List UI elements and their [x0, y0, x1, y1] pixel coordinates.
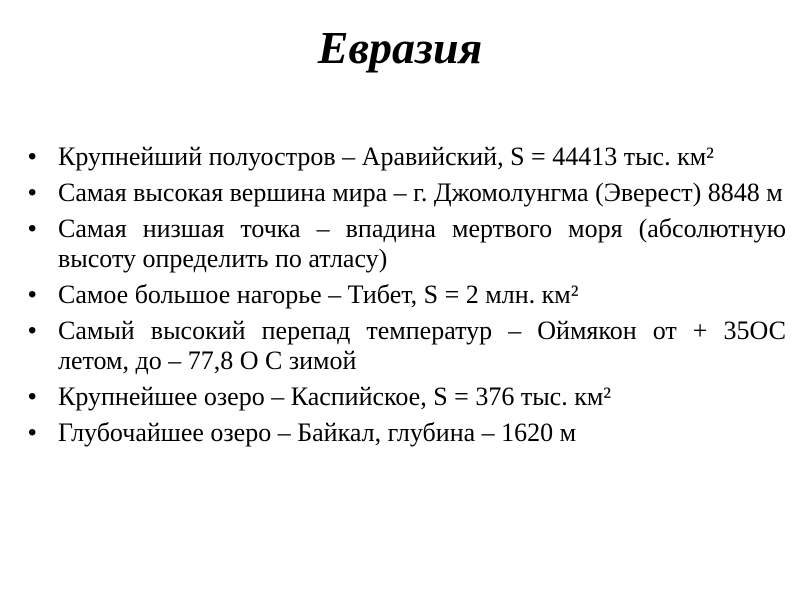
list-item — [28, 280, 786, 310]
bullet-icon: • — [28, 317, 37, 344]
bullet-icon: • — [28, 383, 37, 410]
list-item-text: Самый высокий перепад температур – Оймякон от + 35ОС летом, до – 77,8 О С зимой — [58, 316, 786, 375]
bullet-icon: • — [28, 215, 37, 242]
list-item — [28, 382, 786, 412]
list-item — [28, 316, 786, 376]
list-item-text: Самая высокая вершина мира – г. Джомолунгма (Эверест) 8848 м — [58, 178, 783, 207]
bullet-icon: • — [28, 419, 37, 446]
list-item-text: Глубочайшее озеро – Байкал, глубина – 1620 м — [58, 418, 577, 447]
bullet-list — [28, 142, 786, 454]
bullet-icon: • — [28, 179, 37, 206]
slide-title: Евразия — [317, 22, 483, 73]
list-item — [28, 214, 786, 274]
list-item-text: Крупнейшее озеро – Каспийское, S = 376 тыс. км² — [58, 382, 612, 411]
list-item — [28, 178, 786, 208]
list-item-text: Самое большое нагорье – Тибет, S = 2 млн. км² — [58, 280, 579, 309]
list-item-text: Крупнейший полуостров – Аравийский, S = 44413 тыс. км² — [58, 142, 714, 171]
list-item — [28, 142, 786, 172]
bullet-icon: • — [28, 281, 37, 308]
list-item-text: Самая низшая точка – впадина мертвого моря (абсолютную высоту определить по атласу) — [58, 214, 786, 273]
list-item — [28, 418, 786, 448]
bullet-icon: • — [28, 143, 37, 170]
